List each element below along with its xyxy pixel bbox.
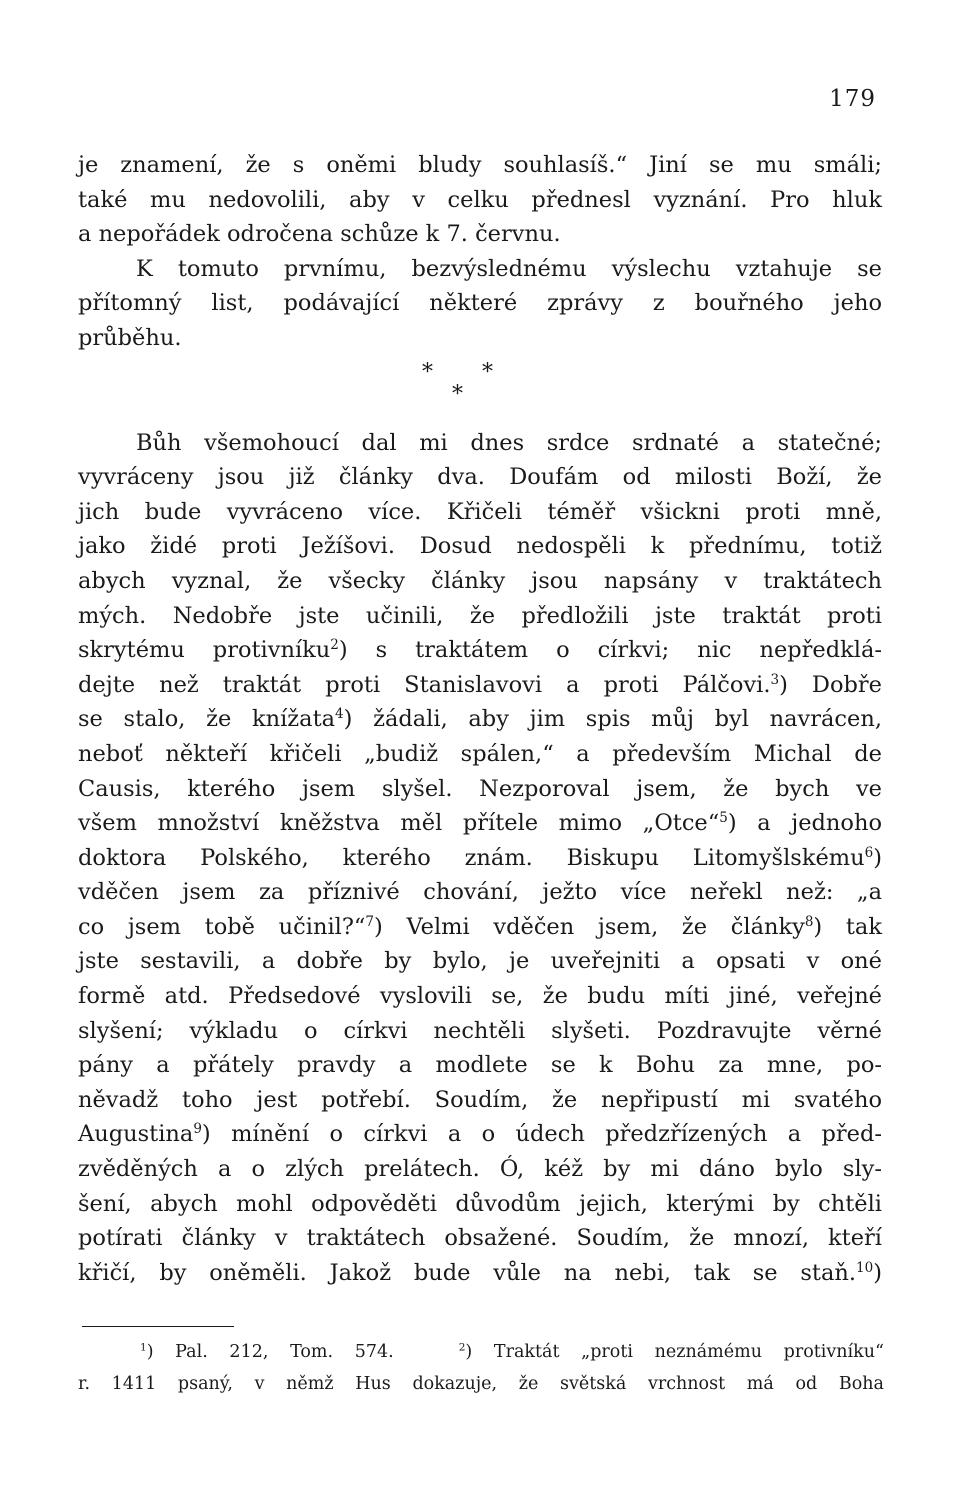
text-line: také mu nedovolili, aby v celku přednesl vyznání. Pro hluk bbox=[78, 186, 882, 213]
letter-line: šení, abych mohl odpověděti důvodům jejich, kterými by chtěli bbox=[78, 1190, 882, 1217]
footnote-ref: 10 bbox=[856, 1259, 874, 1276]
letter-line bbox=[78, 702, 882, 737]
footnote-line bbox=[78, 1336, 884, 1368]
text-line: je znamení, že s oněmi bludy souhlasíš.“ Jiní se mu smáli; bbox=[78, 152, 882, 178]
letter-line: pány a přátely pravdy a modlete se k Bohu za mne, po- bbox=[78, 1052, 882, 1079]
footnote-ref: 2 bbox=[330, 637, 339, 654]
footnote-text: ) Traktát „proti neznámému protivníku“ bbox=[465, 1342, 884, 1362]
footnote-text: ) Pal. 212, Tom. 574. bbox=[146, 1342, 394, 1362]
letter-line bbox=[78, 910, 882, 945]
letter-text: se stalo, že knížata bbox=[78, 706, 336, 733]
letter-line: jako židé proti Ježíšovi. Dosud nedospěli k přednímu, totiž bbox=[78, 533, 882, 560]
letter-text: ) žádali, aby jim spis můj byl navrácen, bbox=[343, 706, 882, 733]
page-number: 179 bbox=[829, 86, 876, 112]
letter-line: vděčen jsem za příznivé chování, ježto více neřekl než: „a bbox=[78, 879, 882, 906]
main-text bbox=[78, 148, 882, 1290]
letter-text: ) bbox=[873, 1259, 882, 1286]
footnote-number: 1 bbox=[140, 1341, 147, 1354]
letter-line bbox=[78, 633, 882, 668]
letter-text: ) bbox=[873, 844, 882, 871]
footnote-number: 2 bbox=[458, 1341, 466, 1354]
letter-line: Causis, kterého jsem slyšel. Nezporoval jsem, že bych ve bbox=[78, 775, 882, 802]
letter-line: formě atd. Předsedové vyslovili se, že budu míti jiné, veřejné bbox=[78, 983, 882, 1010]
footnote-ref: 4 bbox=[335, 706, 344, 723]
letter-line: mých. Nedobře jste učinili, že předložili jste traktát proti bbox=[78, 602, 882, 629]
letter-text: co jsem tobě učinil?“ bbox=[78, 913, 366, 940]
letter-text: křičí, by oněměli. Jakož bude vůle na nebi, tak se staň. bbox=[78, 1259, 857, 1286]
letter-line bbox=[78, 1256, 882, 1291]
footnote-line: r. 1411 psaný, v němž Hus dokazuje, že světská vrchnost má od Boha bbox=[78, 1374, 884, 1394]
asterisk-glyph: * bbox=[452, 381, 463, 407]
footnote-rule bbox=[82, 1326, 234, 1327]
letter-line: abych vyznal, že všecky články jsou napsány v traktátech bbox=[78, 567, 882, 594]
letter-text: ) Dobře bbox=[779, 671, 882, 698]
footnote-ref: 3 bbox=[770, 671, 780, 688]
letter-text: všem množství kněžstva měl přítele mimo „Otce“ bbox=[78, 810, 720, 837]
asterism-separator bbox=[78, 356, 882, 426]
letter-text: skrytému protivníku bbox=[78, 637, 331, 664]
letter-text: doktora Polského, kterého znám. Biskupu Litomyšlskému bbox=[78, 844, 865, 871]
letter-text: ) Velmi vděčen jsem, že články bbox=[374, 913, 805, 940]
letter-line: slyšení; výkladu o církvi nechtěli slyšeti. Pozdravujte věrné bbox=[78, 1017, 882, 1044]
letter-line: potírati články v traktátech obsažené. Soudím, že mnozí, kteří bbox=[78, 1225, 882, 1252]
letter-line: jich bude vyvráceno více. Křičeli téměř všickni proti mně, bbox=[78, 498, 882, 525]
letter-line: neboť někteří křičeli „budiž spálen,“ a především Michal de bbox=[78, 740, 882, 767]
text-line: přítomný list, podávající některé zprávy z bouřného jeho bbox=[78, 290, 882, 317]
letter-line bbox=[78, 668, 882, 703]
letter-line bbox=[78, 1117, 882, 1152]
footnote-ref: 5 bbox=[719, 810, 728, 826]
letter-line: něvadž toho jest potřebí. Soudím, že nepřipustí mi svatého bbox=[78, 1086, 882, 1113]
letter-text: ) s traktátem o církvi; nic nepředklá- bbox=[338, 637, 882, 664]
footnote-ref: 6 bbox=[864, 844, 874, 861]
letter-text: ) mínění o církvi a o údech předzřízených a před- bbox=[201, 1121, 882, 1148]
letter-line: vyvráceny jsou již články dva. Doufám od milosti Boží, že bbox=[78, 464, 882, 491]
footnote-ref: 8 bbox=[804, 913, 814, 930]
letter-line bbox=[78, 841, 882, 876]
letter-text: dejte než traktát proti Stanislavovi a proti Pálčovi. bbox=[78, 671, 771, 698]
asterisk-glyph: * bbox=[422, 359, 433, 385]
footnote-ref: 9 bbox=[193, 1121, 202, 1138]
letter-text: Augustina bbox=[78, 1121, 194, 1148]
footnotes bbox=[78, 1336, 884, 1400]
text-line: a nepořádek odročena schůze k 7. červnu. bbox=[78, 221, 561, 248]
letter-line: zvěděných a o zlých prelátech. Ó, kéž by mi dáno bylo sly- bbox=[78, 1156, 882, 1183]
letter-text: ) a jednoho bbox=[727, 810, 882, 837]
letter-text: ) tak bbox=[813, 913, 882, 940]
text-line: průběhu. bbox=[78, 324, 182, 351]
letter-line: Bůh všemohoucí dal mi dnes srdce srdnaté a statečné; bbox=[136, 429, 882, 456]
letter-line: jste sestavili, a dobře by bylo, je uveřejniti a opsati v oné bbox=[78, 948, 882, 975]
footnote-ref: 7 bbox=[365, 913, 375, 930]
asterisk-glyph: * bbox=[482, 359, 493, 385]
letter-line bbox=[78, 806, 882, 841]
text-line: K tomuto prvnímu, bezvýslednému výslechu vztahuje se bbox=[136, 255, 882, 282]
